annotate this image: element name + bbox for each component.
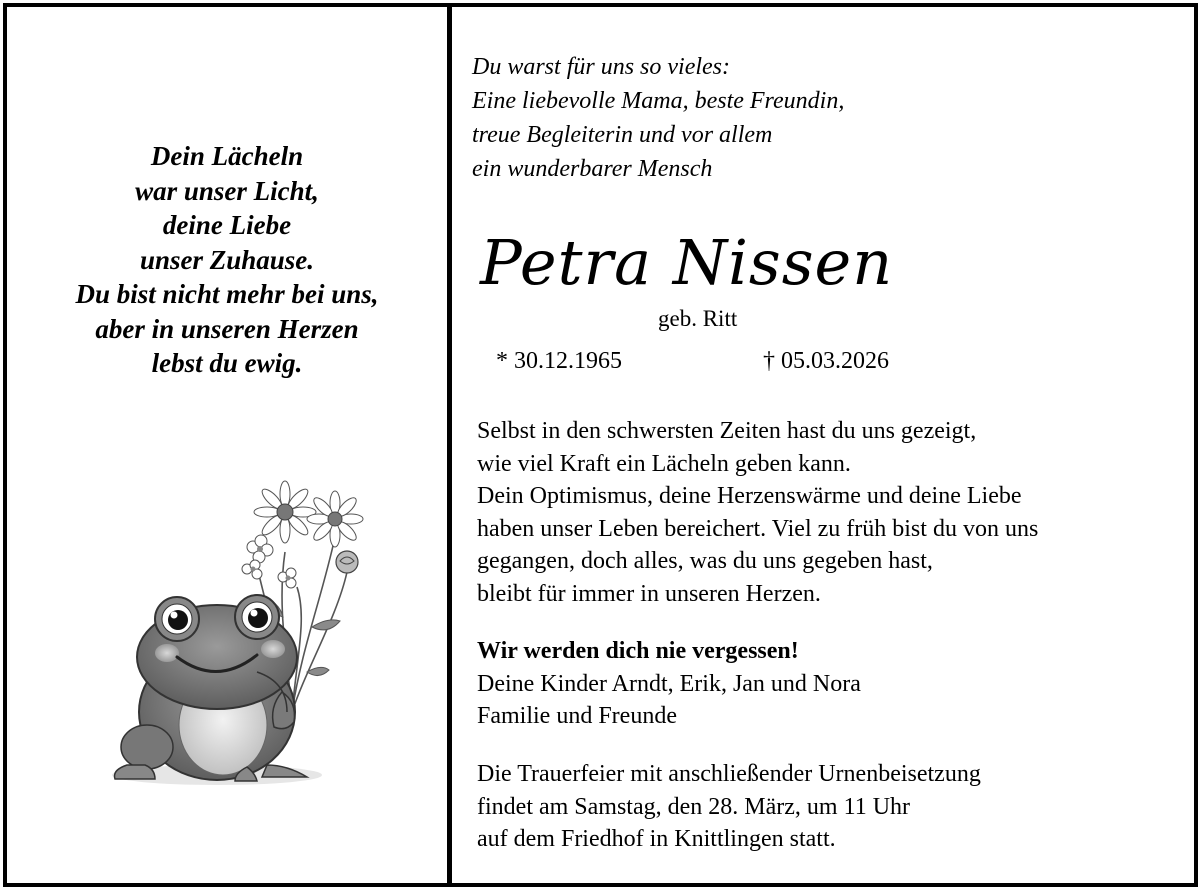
- intro-line: Du warst für uns so vieles:: [472, 54, 730, 80]
- funeral-service-info: [477, 758, 981, 856]
- tribute-line: gegangen, doch alles, was du uns gegeben hast,: [477, 548, 933, 574]
- intro-verse: [472, 50, 844, 186]
- poem-line: unser Zuhause.: [139, 244, 315, 275]
- death-date: † 05.03.2026: [763, 348, 889, 374]
- poem-line: Du bist nicht mehr bei uns,: [75, 279, 379, 309]
- birth-name: geb. Ritt: [658, 306, 738, 331]
- tribute-line: wie viel Kraft ein Lächeln geben kann.: [477, 450, 851, 477]
- intro-line: ein wunderbarer Mensch: [472, 156, 713, 182]
- mourners-line: Deine Kinder Arndt, Erik, Jan und Nora: [477, 670, 861, 697]
- frog-with-flowers-illustration: [107, 457, 369, 802]
- tribute-line: haben unser Leben bereichert. Viel zu früh bist du von uns: [477, 515, 1039, 542]
- intro-line: treue Begleiterin und vor allem: [472, 122, 773, 148]
- tribute-line: Selbst in den schwersten Zeiten hast du uns gezeigt,: [477, 418, 977, 444]
- tribute-line: Dein Optimismus, deine Herzenswärme und deine Liebe: [477, 483, 1022, 509]
- poem-line: deine Liebe: [162, 210, 292, 240]
- obituary-frame: [3, 3, 1198, 887]
- mourners-line: Familie und Freunde: [477, 703, 677, 729]
- poem-line: Dein Lächeln: [150, 141, 304, 171]
- deceased-name: Petra Nissen: [480, 226, 894, 299]
- poem-line: lebst du ewig.: [151, 348, 303, 378]
- closing-heading: Wir werden dich nie vergessen!: [477, 638, 799, 664]
- column-divider: [447, 7, 452, 883]
- service-line: auf dem Friedhof in Knittlingen statt.: [477, 826, 836, 852]
- tribute-text: [477, 415, 1038, 610]
- intro-line: Eine liebevolle Mama, beste Freundin,: [472, 88, 845, 114]
- poem-line: aber in unseren Herzen: [95, 313, 359, 344]
- closing-block: [477, 635, 861, 733]
- left-poem: [7, 139, 447, 381]
- poem-line: war unser Licht,: [135, 175, 319, 206]
- service-line: Die Trauerfeier mit anschließender Urnenbeisetzung: [477, 761, 981, 787]
- birth-date: * 30.12.1965: [496, 348, 622, 374]
- tribute-line: bleibt für immer in unseren Herzen.: [477, 580, 821, 607]
- service-line: findet am Samstag, den 28. März, um 11 Uhr: [477, 793, 911, 820]
